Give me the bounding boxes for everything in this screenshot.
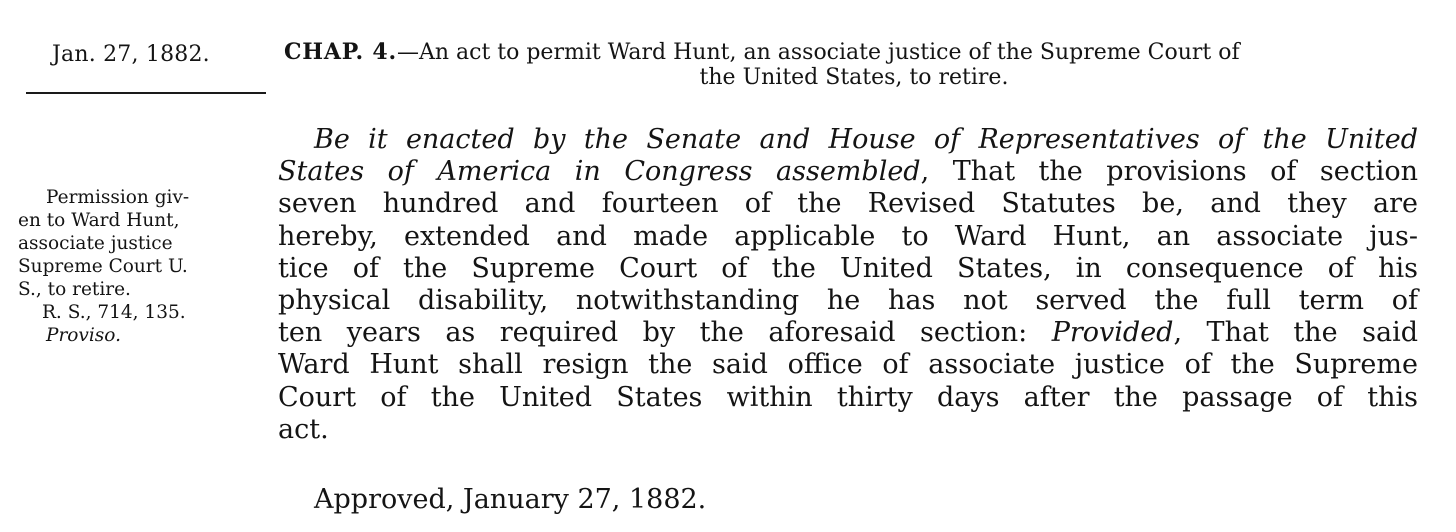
body-line: seven hundred and fourteen of the Revised Statutes be, and they are — [278, 188, 1418, 220]
approval-line: Approved, January 27, 1882. — [314, 484, 707, 515]
body-line — [278, 317, 1418, 349]
proviso-note: Proviso. — [46, 325, 121, 346]
body-line: Ward Hunt shall resign the said office of associate justice of the Supreme — [278, 349, 1418, 381]
sidenote-line: Permission giv- — [46, 187, 190, 208]
sidenote-line: associate justice — [18, 233, 173, 254]
body-line-text: , That the said — [1173, 317, 1418, 349]
revised-statutes-reference: R. S., 714, 135. — [42, 302, 186, 323]
sidenote-line: Supreme Court U. — [18, 256, 188, 277]
act-title-part-1: —An act to permit Ward Hunt, an associate justice of the Supreme Court of — [396, 40, 1240, 65]
enacting-clause-end: States of America in Congress assembled — [278, 156, 921, 188]
body-line — [278, 156, 1418, 188]
sidenote-line: en to Ward Hunt, — [18, 210, 180, 231]
chapter-label: CHAP. 4. — [284, 39, 397, 65]
marginal-sidenote — [18, 186, 268, 347]
proviso-word: Provided — [1051, 317, 1174, 349]
enactment-date: Jan. 27, 1882. — [52, 42, 210, 67]
body-line: tice of the Supreme Court of the United States, in consequence of his — [278, 252, 1418, 284]
heading-line-1 — [284, 40, 1424, 65]
body-line: physical disability, notwithstanding he has not served the full term of — [278, 285, 1418, 317]
act-title-part-2: the United States, to retire. — [699, 65, 1009, 90]
body-line: Court of the United States within thirty days after the passage of this — [278, 381, 1418, 413]
date-underline-rule — [26, 92, 266, 94]
chapter-heading — [284, 40, 1424, 90]
act-body — [278, 124, 1418, 446]
body-line-text: , That the provisions of section — [920, 156, 1418, 188]
sidenote-line: S., to retire. — [18, 279, 131, 300]
body-line-text: ten years as required by the aforesaid section: — [278, 317, 1052, 349]
enacting-clause-line: Be it enacted by the Senate and House of Representatives of the United — [314, 124, 1418, 155]
body-line: act. — [278, 413, 329, 445]
body-line: hereby, extended and made applicable to Ward Hunt, an associate jus- — [278, 220, 1418, 252]
